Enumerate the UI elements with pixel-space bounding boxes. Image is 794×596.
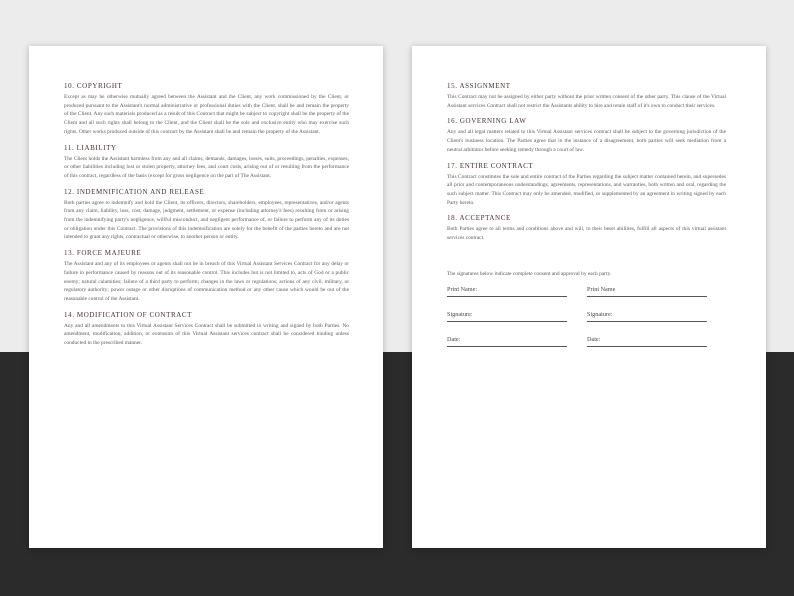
date-field-right[interactable]: Date: bbox=[587, 335, 707, 347]
contract-page-right bbox=[412, 46, 766, 548]
section-body: The Assistant and any of its employees or agents shall not be in breach of this Virtual Assistant Services Contract for any delay or failure in performance caused by reasons out of its reasonable control. This includes but is not limited to, acts of God or a public enemy; natural calamities; failure of a third party to perform; changes in the laws or regulations; actions of any civil, military, or regulatory authority; power outage or other disruptions of communication method or any other cause which would be out of the reasonable control of the Assistant. bbox=[64, 261, 349, 302]
section-heading: 14. MODIFICATION OF CONTRACT bbox=[64, 310, 193, 319]
section-body: Any and all amendments to this Virtual Assistant Services Contract shall be submitted in writing and signed by both Parties. No amendment, modification, addition, or extension of this Virtual Assistant services contract shall be considered binding unless conducted in the prescribed manner. bbox=[64, 322, 349, 347]
section-governing-law bbox=[447, 117, 726, 154]
section-heading: 15. ASSIGNMENT bbox=[447, 82, 511, 90]
section-heading: 12. INDEMNIFICATION AND RELEASE bbox=[64, 187, 205, 196]
section-entire-contract bbox=[447, 162, 726, 208]
contract-page-left bbox=[29, 46, 383, 548]
section-body: Any and all legal matters related to this Virtual Assistant services contract shall be subject to the governing jurisdiction of the Client's business location. The Parties agree that in the instance of a disagreement, both parties will seek mediation from a neutral arbitrator before seeking remedy through a court of law. bbox=[447, 129, 726, 153]
section-body: The Client holds the Assistant harmless from any and all claims, demands, damages, losses, suits, proceedings, penalties, expenses, or other liabilities including lost or stolen property, attorney fees, and court costs, arising out of or resulting from the performance of this contract, regardless of the basis (except for gross negligence on the part of The Assistant. bbox=[64, 155, 349, 179]
date-field-left[interactable]: Date: bbox=[447, 335, 567, 347]
section-copyright bbox=[64, 82, 349, 137]
section-acceptance bbox=[447, 214, 726, 242]
section-heading: 16. GOVERNING LAW bbox=[447, 117, 527, 126]
section-heading: 17. ENTIRE CONTRACT bbox=[447, 161, 534, 170]
print-name-field-right[interactable]: Print Name bbox=[587, 285, 707, 297]
section-body: Both Parties agree to all terms and conditions above and will, to their beset abilities, fulfill all aspects of this virtual assistant services contract. bbox=[447, 226, 726, 242]
section-body: Both parties agree to indemnify and hold the Client, its officers, directors, shareholders, employees, representatives, and/or agents from any claim, liability, loss, cost, damage, judgment, settlement, or expense (including attorney's fees) resulting from or arising from the indemnifying party's negligence, willful misconduct, and negligent performance of, or failure to perform any of its duties or obligation under this Contract. The provisions of this indemnification are solely for the benefit of the parties hereto and are not intended to grant any rights, contractual or otherwise, to another person or entity. bbox=[64, 199, 349, 241]
signature-field-left[interactable]: Signature: bbox=[447, 310, 567, 322]
section-assignment bbox=[447, 82, 726, 110]
section-liability bbox=[64, 144, 349, 181]
section-body: This Contract constitutes the sole and entire contract of the Parties regarding the subject matter contained herein, and supersedes all prior and contemporaneous understandings, agreements, representations, and warranties, both written and oral, regarding the such subject matter. This Contract may only be amended, modified, or supplemented by an agreement in writing signed by each Party hereto. bbox=[447, 173, 726, 206]
section-force-majeure bbox=[64, 249, 349, 304]
signature-intro: The signatures below indicate complete consent and approval by each party. bbox=[447, 270, 612, 277]
print-name-field-left[interactable]: Print Name: bbox=[447, 285, 567, 297]
section-heading: 10. COPYRIGHT bbox=[64, 82, 123, 90]
signature-field-right[interactable]: Signature: bbox=[587, 310, 707, 322]
section-heading: 11. LIABILITY bbox=[64, 143, 117, 152]
section-body: This Contract may not be assigned by either party without the prior written consent of the other party. This clause of the Virtual Assistant services Contract shall not restrict the Assistants ability to hire and retain staff of it's own to conduct their services. bbox=[447, 94, 726, 109]
section-modification bbox=[64, 311, 349, 348]
signature-block bbox=[447, 285, 726, 347]
section-indemnification bbox=[64, 188, 349, 243]
section-body: Except as may be otherwise mutually agreed between the Assistant and the Client, any work commissioned by the Client, or produced pursuant to the Assistant's normal administrative or professional duties with the Client, shall be and remain the property of the Client. Any such materials produced as a result of this Contract that might be subject to copyright shall be the property of the Client and all such rights shall belong to the Client, and the Client shall be the sole and exclusive entity who may exercise such rights. Other works produced outside of this contract by the Assistant shall be and remain the property of the Assistant. bbox=[64, 94, 349, 135]
section-heading: 18. ACCEPTANCE bbox=[447, 214, 511, 223]
section-heading: 13. FORCE MAJEURE bbox=[64, 249, 142, 258]
